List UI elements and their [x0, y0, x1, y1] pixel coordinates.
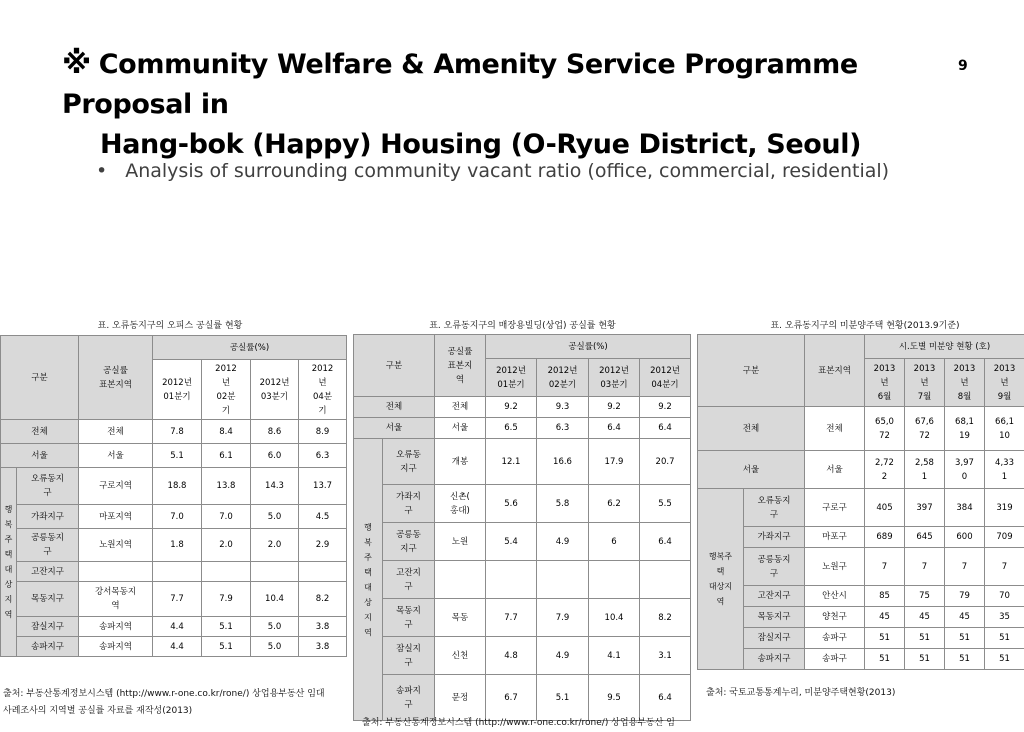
table-row	[354, 599, 691, 637]
value-cell: 79	[945, 586, 985, 607]
row-sample: 서울	[435, 418, 486, 439]
value-cell: 12.1	[486, 439, 537, 485]
row-label: 공릉동 지구	[383, 523, 435, 561]
header-sample: 표본지역	[805, 335, 865, 407]
table-row	[1, 444, 347, 468]
table-row	[698, 649, 1024, 670]
value-cell: 6.5	[486, 418, 537, 439]
value-cell: 2.9	[299, 529, 347, 562]
row-sample: 송파구	[805, 628, 865, 649]
value-cell: 51	[905, 628, 945, 649]
value-cell: 7.7	[153, 582, 202, 617]
value-cell: 9.2	[640, 397, 691, 418]
value-cell: 5.1	[153, 444, 202, 468]
row-sample: 구로구	[805, 489, 865, 527]
header-quarter: 2012년 03분기	[251, 360, 299, 420]
table-row	[1, 617, 347, 637]
slide-number: 9	[958, 58, 968, 74]
value-cell: 6.4	[640, 675, 691, 721]
table-row	[354, 637, 691, 675]
value-cell: 17.9	[589, 439, 640, 485]
row-label: 목동지구	[17, 582, 79, 617]
header-category: 구분	[354, 335, 435, 397]
table-row	[354, 439, 691, 485]
value-cell: 8.4	[202, 420, 251, 444]
value-cell: 66,1 10	[985, 407, 1024, 451]
value-cell: 16.6	[537, 439, 589, 485]
value-cell: 397	[905, 489, 945, 527]
table-row	[698, 628, 1024, 649]
value-cell: 7	[865, 548, 905, 586]
value-cell: 7	[985, 548, 1024, 586]
value-cell	[153, 562, 202, 582]
row-label: 목동지구	[744, 607, 805, 628]
value-cell: 384	[945, 489, 985, 527]
value-cell: 51	[865, 649, 905, 670]
value-cell: 51	[945, 628, 985, 649]
table-row	[1, 468, 347, 505]
header-quarter: 2012년 01분기	[153, 360, 202, 420]
value-cell: 1.8	[153, 529, 202, 562]
value-cell: 3.8	[299, 637, 347, 657]
value-cell: 6.2	[589, 485, 640, 523]
value-cell: 2,58 1	[905, 451, 945, 489]
value-cell: 9.2	[486, 397, 537, 418]
value-cell: 67,6 72	[905, 407, 945, 451]
table2-source: 출처: 부동산통계정보시스템 (http://www.r-one.co.kr/rone/) 상업용부동산 임	[362, 715, 675, 732]
row-sample: 송파지역	[79, 617, 153, 637]
value-cell: 70	[985, 586, 1024, 607]
value-cell: 51	[945, 649, 985, 670]
title-line-1: Community Welfare & Amenity Service Programme Proposal in	[62, 49, 858, 120]
value-cell: 709	[985, 527, 1024, 548]
table1-source: 출처: 부동산통계정보시스템 (http://www.r-one.co.kr/rone/) 상업용부동산 임대 사례조사의 지역별 공실률 자료를 재작성(2013)	[3, 686, 325, 720]
table-row	[698, 607, 1024, 628]
row-label: 잠실지구	[17, 617, 79, 637]
value-cell	[640, 561, 691, 599]
table-row	[698, 451, 1024, 489]
table2-caption: 표. 오류동지구의 매장용빌딩(상업) 공실률 현황	[400, 318, 645, 331]
value-cell: 5.0	[251, 505, 299, 529]
value-cell: 51	[865, 628, 905, 649]
table-row	[1, 637, 347, 657]
row-sample: 양천구	[805, 607, 865, 628]
row-label: 전체	[1, 420, 79, 444]
value-cell: 4.8	[486, 637, 537, 675]
table1-caption: 표. 오류동지구의 오피스 공실률 현황	[60, 318, 280, 331]
value-cell: 9.3	[537, 397, 589, 418]
value-cell: 4.9	[537, 523, 589, 561]
row-sample: 노원	[435, 523, 486, 561]
row-label: 가좌지 구	[383, 485, 435, 523]
value-cell: 10.4	[589, 599, 640, 637]
value-cell: 4.4	[153, 637, 202, 657]
table-row	[354, 561, 691, 599]
value-cell: 35	[985, 607, 1024, 628]
row-sample: 목동	[435, 599, 486, 637]
header-month: 2013 년 8월	[945, 359, 985, 407]
row-label: 서울	[354, 418, 435, 439]
value-cell: 7.0	[153, 505, 202, 529]
row-sample: 마포지역	[79, 505, 153, 529]
row-label: 송파지구	[17, 637, 79, 657]
header-vacancy-group: 공실률(%)	[486, 335, 691, 359]
table-row	[1, 529, 347, 562]
value-cell: 5.4	[486, 523, 537, 561]
bullet-point	[96, 160, 889, 182]
table-row	[698, 407, 1024, 451]
header-month: 2013 년 6월	[865, 359, 905, 407]
value-cell: 51	[985, 649, 1024, 670]
row-label: 공릉동지 구	[17, 529, 79, 562]
value-cell: 6.3	[299, 444, 347, 468]
row-sample: 마포구	[805, 527, 865, 548]
table-row	[1, 420, 347, 444]
row-label: 공릉동지 구	[744, 548, 805, 586]
row-sample: 송파지역	[79, 637, 153, 657]
value-cell: 7.8	[153, 420, 202, 444]
header-category: 구분	[1, 336, 79, 420]
value-cell: 4.5	[299, 505, 347, 529]
row-sample: 전체	[805, 407, 865, 451]
table-row	[354, 485, 691, 523]
row-label: 전체	[698, 407, 805, 451]
value-cell: 2,72 2	[865, 451, 905, 489]
value-cell: 8.9	[299, 420, 347, 444]
value-cell: 3.8	[299, 617, 347, 637]
row-label: 목동지 구	[383, 599, 435, 637]
header-month: 2013 년 7월	[905, 359, 945, 407]
value-cell	[486, 561, 537, 599]
table3-source: 출처: 국토교통통계누리, 미분양주택현황(2013)	[706, 685, 895, 702]
value-cell: 3,97 0	[945, 451, 985, 489]
row-sample	[79, 562, 153, 582]
value-cell: 5.6	[486, 485, 537, 523]
row-sample: 서울	[79, 444, 153, 468]
value-cell: 6.7	[486, 675, 537, 721]
table-row	[698, 527, 1024, 548]
value-cell: 13.8	[202, 468, 251, 505]
header-quarter: 2012년 01분기	[486, 359, 537, 397]
value-cell: 85	[865, 586, 905, 607]
row-label: 잠실지구	[744, 628, 805, 649]
row-label: 서울	[698, 451, 805, 489]
row-sample: 전체	[79, 420, 153, 444]
value-cell: 68,1 19	[945, 407, 985, 451]
value-cell: 6.4	[640, 418, 691, 439]
table-row	[698, 489, 1024, 527]
table-row	[1, 562, 347, 582]
row-sample: 신촌( 홍대)	[435, 485, 486, 523]
value-cell: 7	[905, 548, 945, 586]
value-cell	[537, 561, 589, 599]
table-row	[698, 586, 1024, 607]
value-cell: 319	[985, 489, 1024, 527]
header-vacancy-group: 공실률(%)	[153, 336, 347, 360]
row-sample: 송파구	[805, 649, 865, 670]
value-cell: 5.1	[537, 675, 589, 721]
value-cell: 600	[945, 527, 985, 548]
title-line-2: Hang-bok (Happy) Housing (O-Ryue District, Seoul)	[62, 125, 992, 165]
table-row	[1, 582, 347, 617]
row-label: 오류동지 구	[744, 489, 805, 527]
row-sample: 개봉	[435, 439, 486, 485]
row-label: 송파지 구	[383, 675, 435, 721]
row-sample	[435, 561, 486, 599]
value-cell: 14.3	[251, 468, 299, 505]
value-cell: 9.5	[589, 675, 640, 721]
bullet-text: Analysis of surrounding community vacant ratio (office, commercial, residential)	[125, 160, 889, 182]
row-sample: 서울	[805, 451, 865, 489]
row-sample: 강서목동지 역	[79, 582, 153, 617]
value-cell: 5.8	[537, 485, 589, 523]
value-cell: 5.0	[251, 617, 299, 637]
row-sample: 전체	[435, 397, 486, 418]
value-cell: 645	[905, 527, 945, 548]
value-cell: 45	[865, 607, 905, 628]
value-cell: 45	[905, 607, 945, 628]
value-cell: 7.7	[486, 599, 537, 637]
value-cell: 8.6	[251, 420, 299, 444]
value-cell: 4.4	[153, 617, 202, 637]
side-group-label: 행복주 택 대상지 역	[698, 489, 744, 670]
value-cell: 51	[905, 649, 945, 670]
row-label: 잠실지 구	[383, 637, 435, 675]
header-quarter: 2012 년 04분 기	[299, 360, 347, 420]
header-quarter: 2012 년 02분 기	[202, 360, 251, 420]
header-quarter: 2012년 03분기	[589, 359, 640, 397]
value-cell: 5.1	[202, 617, 251, 637]
value-cell: 8.2	[640, 599, 691, 637]
header-quarter: 2012년 04분기	[640, 359, 691, 397]
row-sample: 안산시	[805, 586, 865, 607]
value-cell: 6.1	[202, 444, 251, 468]
slide-title	[62, 44, 992, 165]
value-cell: 6.4	[589, 418, 640, 439]
value-cell: 51	[985, 628, 1024, 649]
bullet-icon: •	[96, 160, 107, 182]
table-row	[354, 523, 691, 561]
value-cell: 13.7	[299, 468, 347, 505]
value-cell: 5.1	[202, 637, 251, 657]
side-group-label: 행 복 주 택 대 상 지 역	[354, 439, 383, 721]
value-cell: 75	[905, 586, 945, 607]
value-cell: 3.1	[640, 637, 691, 675]
row-sample: 신천	[435, 637, 486, 675]
commercial-vacancy-table	[353, 334, 691, 721]
value-cell: 18.8	[153, 468, 202, 505]
value-cell: 6.3	[537, 418, 589, 439]
value-cell: 5.5	[640, 485, 691, 523]
row-label: 고잔지 구	[383, 561, 435, 599]
value-cell: 7	[945, 548, 985, 586]
table-row	[1, 505, 347, 529]
row-label: 가좌지구	[744, 527, 805, 548]
value-cell	[299, 562, 347, 582]
unsold-housing-table	[697, 334, 1024, 670]
row-label: 고잔지구	[744, 586, 805, 607]
row-label: 전체	[354, 397, 435, 418]
table-row	[698, 548, 1024, 586]
value-cell: 5.0	[251, 637, 299, 657]
row-sample: 노원지역	[79, 529, 153, 562]
value-cell	[202, 562, 251, 582]
value-cell: 689	[865, 527, 905, 548]
value-cell: 4,33 1	[985, 451, 1024, 489]
side-group-label: 행 복 주 택 대 상 지 역	[1, 468, 17, 657]
value-cell: 45	[945, 607, 985, 628]
header-quarter: 2012년 02분기	[537, 359, 589, 397]
header-category: 구분	[698, 335, 805, 407]
row-sample: 노원구	[805, 548, 865, 586]
value-cell	[251, 562, 299, 582]
row-label: 서울	[1, 444, 79, 468]
row-label: 오류동지 구	[17, 468, 79, 505]
value-cell: 2.0	[202, 529, 251, 562]
header-sample: 공실률 표본지 역	[435, 335, 486, 397]
value-cell: 4.1	[589, 637, 640, 675]
value-cell: 65,0 72	[865, 407, 905, 451]
value-cell: 10.4	[251, 582, 299, 617]
row-sample: 구로지역	[79, 468, 153, 505]
table-row	[354, 397, 691, 418]
value-cell: 20.7	[640, 439, 691, 485]
value-cell	[589, 561, 640, 599]
value-cell: 6.0	[251, 444, 299, 468]
value-cell: 6	[589, 523, 640, 561]
value-cell: 9.2	[589, 397, 640, 418]
table-row	[354, 675, 691, 721]
value-cell: 405	[865, 489, 905, 527]
value-cell: 7.9	[202, 582, 251, 617]
value-cell: 2.0	[251, 529, 299, 562]
value-cell: 8.2	[299, 582, 347, 617]
row-sample: 문정	[435, 675, 486, 721]
row-label: 송파지구	[744, 649, 805, 670]
reference-mark: ※	[62, 46, 91, 81]
value-cell: 7.9	[537, 599, 589, 637]
table3-caption: 표. 오류동지구의 미분양주택 현황(2013.9기준)	[745, 318, 985, 331]
value-cell: 4.9	[537, 637, 589, 675]
header-sample: 공실률 표본지역	[79, 336, 153, 420]
row-label: 가좌지구	[17, 505, 79, 529]
value-cell: 7.0	[202, 505, 251, 529]
table-row	[354, 418, 691, 439]
header-unsold-group: 시.도별 미분양 현황 (호)	[865, 335, 1024, 359]
office-vacancy-table	[0, 335, 347, 657]
header-month: 2013 년 9월	[985, 359, 1024, 407]
value-cell: 6.4	[640, 523, 691, 561]
row-label: 오류동 지구	[383, 439, 435, 485]
row-label: 고잔지구	[17, 562, 79, 582]
